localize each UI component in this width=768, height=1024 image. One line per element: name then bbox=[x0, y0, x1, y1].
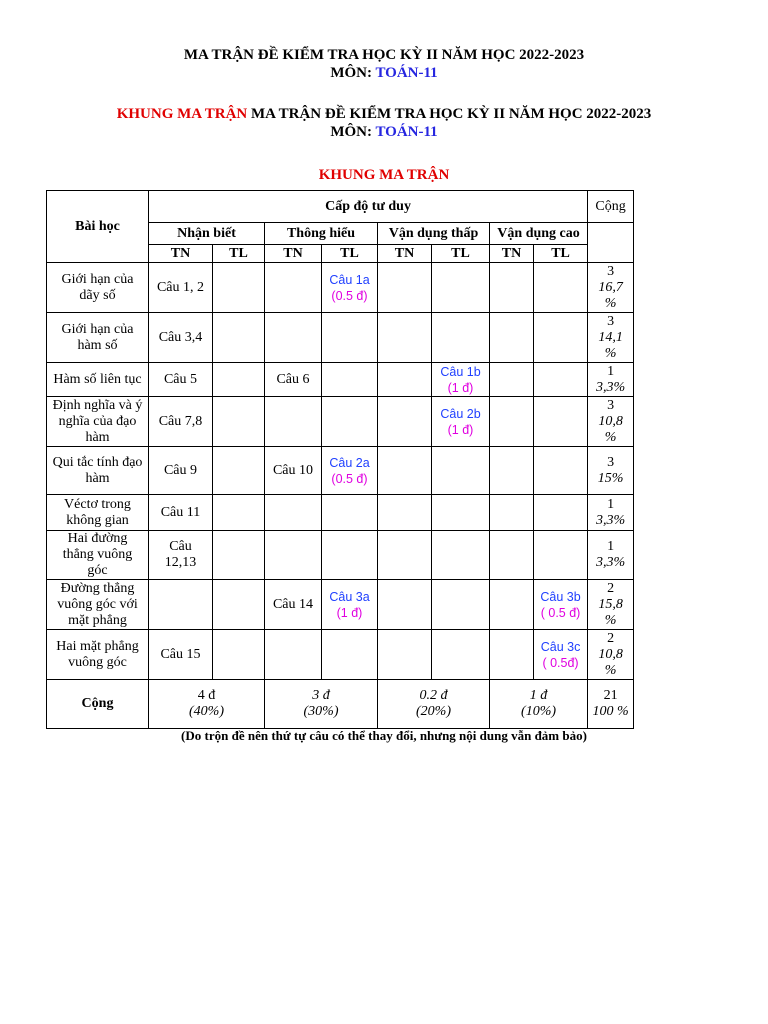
lesson-name: Định nghĩa và ý nghĩa của đạo hàm bbox=[47, 397, 149, 447]
score-percent: 3,3% bbox=[595, 555, 626, 570]
low-application-mcq-cell bbox=[378, 580, 432, 630]
score-percent: 15,8 % bbox=[598, 596, 623, 628]
comprehension-mcq-cell: Câu 10 bbox=[265, 447, 322, 495]
table-row bbox=[47, 495, 634, 531]
row-total-cell bbox=[588, 630, 634, 680]
header-level-recognition: Nhận biết bbox=[149, 223, 265, 245]
header-sub-tl: TL bbox=[534, 245, 588, 263]
low-application-mcq-cell bbox=[378, 495, 432, 531]
high-application-total bbox=[490, 680, 588, 729]
row-total-cell bbox=[588, 580, 634, 630]
high-application-essay-cell bbox=[534, 263, 588, 313]
header-lesson: Bài học bbox=[47, 191, 149, 263]
header-row bbox=[47, 191, 634, 223]
question-count: 2 bbox=[607, 580, 615, 596]
comprehension-essay-cell bbox=[322, 531, 378, 580]
lesson-name: Đường thẳng vuông góc với mặt phẳng bbox=[47, 580, 149, 630]
frame-label: KHUNG MA TRẬN bbox=[116, 106, 248, 122]
recognition-essay-cell bbox=[213, 363, 265, 397]
low-application-mcq-cell bbox=[378, 363, 432, 397]
question-points: ( 0.5 đ) bbox=[540, 605, 581, 620]
question-count: 3 bbox=[607, 397, 615, 413]
comprehension-mcq-cell bbox=[265, 495, 322, 531]
high-application-mcq-cell bbox=[490, 263, 534, 313]
header-sub-tn: TN bbox=[265, 245, 322, 263]
recognition-mcq-cell: Câu 9 bbox=[149, 447, 213, 495]
row-total-cell bbox=[588, 447, 634, 495]
section-title: KHUNG MA TRẬN bbox=[318, 167, 450, 183]
level-points: 4 đ bbox=[197, 688, 216, 703]
question-count: 1 bbox=[607, 496, 615, 512]
recognition-essay-cell bbox=[213, 531, 265, 580]
comprehension-essay-cell bbox=[322, 363, 378, 397]
header-sub-tl: TL bbox=[322, 245, 378, 263]
question-label: Câu 2a bbox=[329, 455, 370, 470]
high-application-mcq-cell bbox=[490, 447, 534, 495]
high-application-mcq-cell bbox=[490, 630, 534, 680]
document-title: MA TRẬN ĐỀ KIỂM TRA HỌC KỲ II NĂM HỌC 2022-2023 bbox=[183, 47, 585, 63]
comprehension-mcq-cell bbox=[265, 263, 322, 313]
footnote: (Do trộn đề nên thứ tự câu có thể thay đổi, nhưng nội dung vẫn đảm bảo) bbox=[181, 728, 587, 743]
lesson-name: Hàm số liên tục bbox=[47, 363, 149, 397]
question-points: (1 đ) bbox=[447, 422, 474, 437]
low-application-essay-cell bbox=[432, 495, 490, 531]
row-total-cell bbox=[588, 397, 634, 447]
header-total-blank bbox=[588, 223, 634, 263]
high-application-essay-cell bbox=[534, 313, 588, 363]
totals-row bbox=[47, 680, 634, 729]
row-total-cell bbox=[588, 363, 634, 397]
table-row bbox=[47, 580, 634, 630]
recognition-mcq-cell: Câu 5 bbox=[149, 363, 213, 397]
high-application-essay-cell bbox=[534, 495, 588, 531]
recognition-mcq-cell: Câu 11 bbox=[149, 495, 213, 531]
comprehension-essay-cell bbox=[322, 447, 378, 495]
question-count: 3 bbox=[607, 454, 615, 470]
row-total-cell bbox=[588, 313, 634, 363]
question-count: 21 bbox=[603, 688, 618, 703]
score-percent: 3,3% bbox=[595, 379, 626, 395]
level-percent: (40%) bbox=[189, 704, 224, 719]
score-percent: 3,3% bbox=[595, 512, 626, 528]
question-count: 1 bbox=[607, 363, 615, 379]
subject-line bbox=[0, 64, 768, 82]
question-label: Câu 1a bbox=[329, 272, 370, 287]
subject-label: MÔN: bbox=[330, 65, 372, 81]
comprehension-essay-cell bbox=[322, 397, 378, 447]
lesson-name: Giới hạn của dãy số bbox=[47, 263, 149, 313]
row-total-cell bbox=[588, 495, 634, 531]
lesson-name: Qui tắc tính đạo hàm bbox=[47, 447, 149, 495]
question-points: (0.5 đ) bbox=[331, 288, 368, 303]
high-application-mcq-cell bbox=[490, 397, 534, 447]
header-level-comprehension: Thông hiểu bbox=[265, 223, 378, 245]
frame-subject-line bbox=[0, 123, 768, 141]
question-count: 2 bbox=[607, 630, 615, 646]
low-application-essay-cell bbox=[432, 580, 490, 630]
comprehension-mcq-cell: Câu 14 bbox=[265, 580, 322, 630]
high-application-mcq-cell bbox=[490, 313, 534, 363]
low-application-essay-cell bbox=[432, 531, 490, 580]
question-points: (0.5 đ) bbox=[331, 471, 368, 486]
low-application-mcq-cell bbox=[378, 630, 432, 680]
question-label: Câu 3c bbox=[540, 639, 581, 654]
comprehension-essay-cell bbox=[322, 495, 378, 531]
score-percent: 10,8 % bbox=[598, 413, 623, 445]
comprehension-mcq-cell bbox=[265, 630, 322, 680]
low-application-essay-cell bbox=[432, 313, 490, 363]
table-row bbox=[47, 313, 634, 363]
high-application-essay-cell bbox=[534, 580, 588, 630]
lesson-name: Hai mặt phẳng vuông góc bbox=[47, 630, 149, 680]
lesson-name: Hai đường thẳng vuông góc bbox=[47, 531, 149, 580]
comprehension-essay-cell bbox=[322, 263, 378, 313]
question-points: (1 đ) bbox=[447, 380, 474, 395]
frame-subject-value: TOÁN-11 bbox=[375, 124, 438, 140]
comprehension-mcq-cell bbox=[265, 313, 322, 363]
question-label: Câu 2b bbox=[440, 406, 481, 421]
comprehension-mcq-cell bbox=[265, 397, 322, 447]
level-points: 0.2 đ bbox=[419, 688, 448, 703]
question-count: 3 bbox=[607, 263, 615, 279]
high-application-essay-cell bbox=[534, 447, 588, 495]
header-level-high-application: Vận dụng cao bbox=[490, 223, 588, 245]
low-application-mcq-cell bbox=[378, 263, 432, 313]
header-sub-tl: TL bbox=[432, 245, 490, 263]
frame-title-line bbox=[0, 105, 768, 123]
comprehension-essay-cell bbox=[322, 580, 378, 630]
low-application-essay-cell bbox=[432, 447, 490, 495]
lesson-name: Giới hạn của hàm số bbox=[47, 313, 149, 363]
frame-title: MA TRẬN ĐỀ KIỂM TRA HỌC KỲ II NĂM HỌC 2022-2023 bbox=[251, 106, 652, 122]
row-total-cell bbox=[588, 263, 634, 313]
recognition-essay-cell bbox=[213, 447, 265, 495]
comprehension-mcq-cell bbox=[265, 531, 322, 580]
question-count: 1 bbox=[607, 539, 615, 554]
low-application-mcq-cell bbox=[378, 531, 432, 580]
table-row bbox=[47, 531, 634, 580]
low-application-mcq-cell bbox=[378, 313, 432, 363]
score-percent: 10,8 % bbox=[598, 646, 623, 678]
level-percent: (30%) bbox=[303, 704, 339, 719]
recognition-essay-cell bbox=[213, 263, 265, 313]
high-application-essay-cell bbox=[534, 397, 588, 447]
table-row bbox=[47, 263, 634, 313]
low-application-total bbox=[378, 680, 490, 729]
recognition-essay-cell bbox=[213, 313, 265, 363]
low-application-essay-cell bbox=[432, 630, 490, 680]
recognition-total bbox=[149, 680, 265, 729]
recognition-mcq-cell: Câu 12,13 bbox=[149, 531, 213, 580]
level-points: 3 đ bbox=[312, 688, 330, 703]
totals-label: Cộng bbox=[47, 680, 149, 729]
table-row bbox=[47, 447, 634, 495]
row-total-cell bbox=[588, 531, 634, 580]
recognition-mcq-cell: Câu 1, 2 bbox=[149, 263, 213, 313]
score-percent: 14,1 % bbox=[598, 329, 623, 361]
high-application-essay-cell bbox=[534, 531, 588, 580]
grand-total-cell bbox=[588, 680, 634, 729]
low-application-mcq-cell bbox=[378, 397, 432, 447]
score-percent: 15% bbox=[597, 470, 624, 486]
score-percent: 100 % bbox=[592, 704, 629, 719]
low-application-mcq-cell bbox=[378, 447, 432, 495]
low-application-essay-cell bbox=[432, 263, 490, 313]
high-application-mcq-cell bbox=[490, 495, 534, 531]
low-application-essay-cell bbox=[432, 363, 490, 397]
level-percent: (20%) bbox=[416, 704, 451, 719]
level-percent: (10%) bbox=[521, 704, 557, 719]
recognition-mcq-cell: Câu 3,4 bbox=[149, 313, 213, 363]
table-row bbox=[47, 630, 634, 680]
header-level-low-application: Vận dụng thấp bbox=[378, 223, 490, 245]
recognition-mcq-cell: Câu 15 bbox=[149, 630, 213, 680]
comprehension-total bbox=[265, 680, 378, 729]
comprehension-essay-cell bbox=[322, 313, 378, 363]
lesson-name: Véctơ trong không gian bbox=[47, 495, 149, 531]
comprehension-mcq-cell: Câu 6 bbox=[265, 363, 322, 397]
header-total: Cộng bbox=[588, 191, 634, 223]
recognition-essay-cell bbox=[213, 580, 265, 630]
high-application-mcq-cell bbox=[490, 531, 534, 580]
question-label: Câu 3b bbox=[540, 589, 581, 604]
recognition-mcq-cell: Câu 7,8 bbox=[149, 397, 213, 447]
question-count: 3 bbox=[607, 313, 615, 329]
header-sub-tl: TL bbox=[213, 245, 265, 263]
header-sub-tn: TN bbox=[149, 245, 213, 263]
high-application-essay-cell bbox=[534, 630, 588, 680]
question-points: ( 0.5đ) bbox=[542, 655, 579, 670]
question-points: (1 đ) bbox=[336, 605, 363, 620]
subject-value: TOÁN-11 bbox=[375, 65, 438, 81]
recognition-essay-cell bbox=[213, 397, 265, 447]
high-application-mcq-cell bbox=[490, 580, 534, 630]
header-sub-tn: TN bbox=[378, 245, 432, 263]
high-application-mcq-cell bbox=[490, 363, 534, 397]
recognition-essay-cell bbox=[213, 495, 265, 531]
table-row bbox=[47, 363, 634, 397]
level-points: 1 đ bbox=[529, 688, 548, 703]
comprehension-essay-cell bbox=[322, 630, 378, 680]
header-sub-tn: TN bbox=[490, 245, 534, 263]
table-row bbox=[47, 397, 634, 447]
header-cognitive-level: Cấp độ tư duy bbox=[149, 191, 588, 223]
score-percent: 16,7 % bbox=[598, 279, 623, 311]
low-application-essay-cell bbox=[432, 397, 490, 447]
high-application-essay-cell bbox=[534, 363, 588, 397]
recognition-mcq-cell bbox=[149, 580, 213, 630]
question-label: Câu 1b bbox=[440, 364, 481, 379]
frame-subject-label: MÔN: bbox=[330, 124, 372, 140]
question-label: Câu 3a bbox=[329, 589, 370, 604]
recognition-essay-cell bbox=[213, 630, 265, 680]
matrix-table bbox=[46, 190, 634, 729]
